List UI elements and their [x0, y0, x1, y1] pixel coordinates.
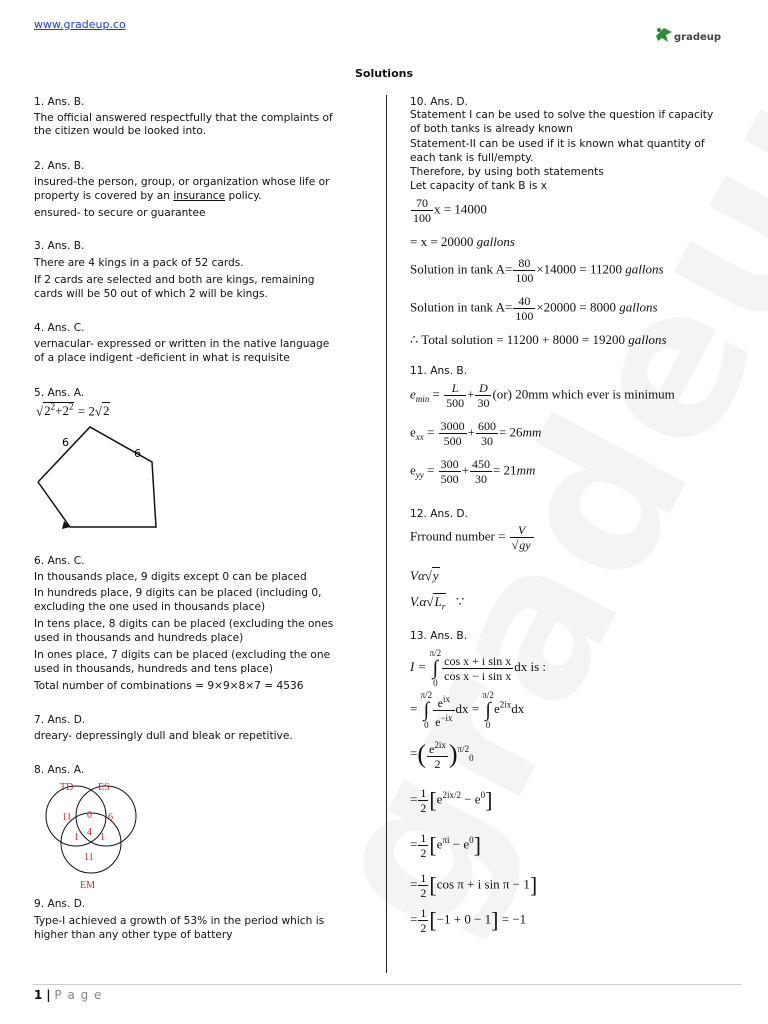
q4-line: vernacular- expressed or written in the native language: [34, 338, 330, 350]
q9-line: higher than any other type of battery: [34, 929, 233, 941]
q5-answer: 5. Ans. A.: [34, 387, 85, 399]
q6-line: In ones place, 7 digits can be placed (excluding the one: [34, 649, 331, 661]
side-label: 6: [62, 436, 69, 449]
side-label: 6: [134, 447, 141, 460]
q10-line: each tank is full/empty.: [410, 152, 534, 164]
q13-formula: = $\frac{1}{2}$ $[e^{2ix/2} - e^0]$: [410, 786, 493, 815]
q2-line: ensured- to secure or guarantee: [34, 207, 206, 219]
venn-value: 1: [100, 832, 105, 843]
venn-value: 6: [108, 812, 113, 823]
q13-formula: I = π/2 ∫ 0 $\frac{\text{cos x + i sin x}}{\text{cos x − i sin x}}$ dx is :: [410, 648, 547, 688]
insurance-term: insurance: [173, 190, 226, 202]
set-label: EM: [80, 880, 95, 891]
q10-line: Statement-II can be used if it is known what quantity of: [410, 138, 705, 150]
q13-formula: = $\frac{1}{2}$ $[e^{\pi i} - e^0]$: [410, 831, 481, 860]
q3-line: There are 4 kings in a pack of 52 cards.: [34, 257, 244, 269]
q6-line: excluding the one used in thousands place): [34, 601, 266, 613]
venn-value: 0: [87, 810, 92, 821]
q10-line: Statement I can be used to solve the question if capacity: [410, 109, 714, 121]
q1-answer: 1. Ans. B.: [34, 96, 85, 108]
q13-formula: = π/2 ∫ 0 $\frac{e^{ix}}{e^{-ix}}$ dx = π/2 ∫ 0 $e^{2ix}dx$: [410, 690, 525, 730]
q10-line: Let capacity of tank B is x: [410, 180, 548, 192]
page-separator: |: [46, 988, 51, 1002]
q3-line: If 2 cards are selected and both are kings, remaining: [34, 274, 315, 286]
q1-line: The official answered respectfully that the complaints of: [34, 112, 333, 124]
q6-line: used in thousands and hundreds place): [34, 632, 244, 644]
q4-answer: 4. Ans. C.: [34, 322, 85, 334]
q10-formula: ∴ Total solution = 11200 + 8000 = 19200 gallons: [410, 332, 667, 347]
column-divider: [386, 95, 387, 973]
brand-name: gradeup: [674, 32, 722, 43]
q7-answer: 7. Ans. D.: [34, 714, 86, 726]
q2-line: property is covered by an insurance policy.: [34, 190, 262, 202]
q4-line: of a place indigent -deficient in what is requisite: [34, 352, 290, 364]
q10-answer: 10. Ans. D.: [410, 96, 468, 108]
q6-line: In hundreds place, 9 digits can be placed (including 0,: [34, 587, 322, 599]
q6-line: In tens place, 8 digits can be placed (excluding the ones: [34, 618, 334, 630]
q12-formula: $V.\alpha√L_r$ ∵: [410, 594, 465, 612]
q5-path-diagram: [34, 422, 164, 532]
q12-answer: 12. Ans. D.: [410, 508, 468, 520]
q5-formula: $√2^2+2^2 = 2√2$: [36, 402, 110, 419]
footer-page: [34, 988, 102, 1002]
page-title: Solutions: [354, 67, 414, 80]
page-number: 1: [34, 988, 43, 1002]
q10-formula: = x = 20000 gallons: [410, 234, 515, 249]
q11-formula: $e_{min}$ = $\frac{L}{500}$ + $\frac{D}{30}$ (or) 20mm which ever is minimum: [410, 381, 675, 410]
q6-line: In thousands place, 9 digits except 0 can be placed: [34, 571, 307, 583]
gradeup-logo-icon: [654, 26, 674, 44]
q6-line: Total number of combinations = 9×9×8×7 = 4536: [34, 680, 304, 692]
q11-formula: $e_{yy}$ = $\frac{300}{500}$ + $\frac{450}{30}$ = 21mm: [410, 457, 536, 486]
q2-line: insured-the person, group, or organization whose life or: [34, 176, 330, 188]
q3-answer: 3. Ans. B.: [34, 240, 85, 252]
q10-formula: Solution in tank A= $\frac{40}{100}$ ×20000 = 8000 gallons: [410, 294, 658, 323]
venn-value: 11: [62, 812, 72, 823]
set-label: ES: [98, 782, 110, 793]
q12-formula: Frround number = $\frac{V}{√gy}$: [410, 523, 535, 552]
q6-answer: 6. Ans. C.: [34, 555, 85, 567]
q9-line: Type-I achieved a growth of 53% in the period which is: [34, 915, 325, 927]
venn-value: 4: [87, 827, 92, 838]
q7-line: dreary- depressingly dull and bleak or repetitive.: [34, 730, 293, 742]
q8-answer: 8. Ans. A.: [34, 764, 85, 776]
venn-value: 1: [74, 832, 79, 843]
q1-line: the citizen would be looked into.: [34, 125, 207, 137]
footer-rule: [33, 984, 741, 985]
q6-line: used in thousands, hundreds and tens place): [34, 663, 273, 675]
q10-formula: Solution in tank A= $\frac{80}{100}$ ×14000 = 11200 gallons: [410, 256, 664, 285]
page-label: P a g e: [54, 988, 103, 1002]
q10-line: Therefore, by using both statements: [410, 166, 604, 178]
q13-formula: = $\frac{1}{2}$ [cos π + i sin π − 1]: [410, 871, 538, 900]
q11-formula: $e_{xx}$ = $\frac{3000}{500}$ + $\frac{600}{30}$ = 26mm: [410, 419, 542, 448]
q8-venn-diagram: [38, 778, 148, 893]
venn-value: 11: [84, 852, 94, 863]
q13-formula: = $\frac{1}{2}$ [−1 + 0 − 1] = −1: [410, 906, 527, 935]
q12-formula: Vα√y: [410, 568, 439, 583]
q10-line: of both tanks is already known: [410, 123, 573, 135]
q10-formula: $\frac{70}{100}$ x = 14000: [413, 196, 487, 225]
q2-answer: 2. Ans. B.: [34, 160, 85, 172]
q13-answer: 13. Ans. B.: [410, 630, 468, 642]
q11-answer: 11. Ans. B.: [410, 365, 468, 377]
q9-answer: 9. Ans. D.: [34, 898, 86, 910]
set-label: TD: [60, 782, 74, 793]
q13-formula: =( $\frac{e^{2ix}}{2}$ )$^{\pi/2}_0$: [410, 739, 474, 771]
site-link[interactable]: www.gradeup.co: [34, 18, 126, 31]
q3-line: cards will be 50 out of which 2 will be kings.: [34, 288, 268, 300]
